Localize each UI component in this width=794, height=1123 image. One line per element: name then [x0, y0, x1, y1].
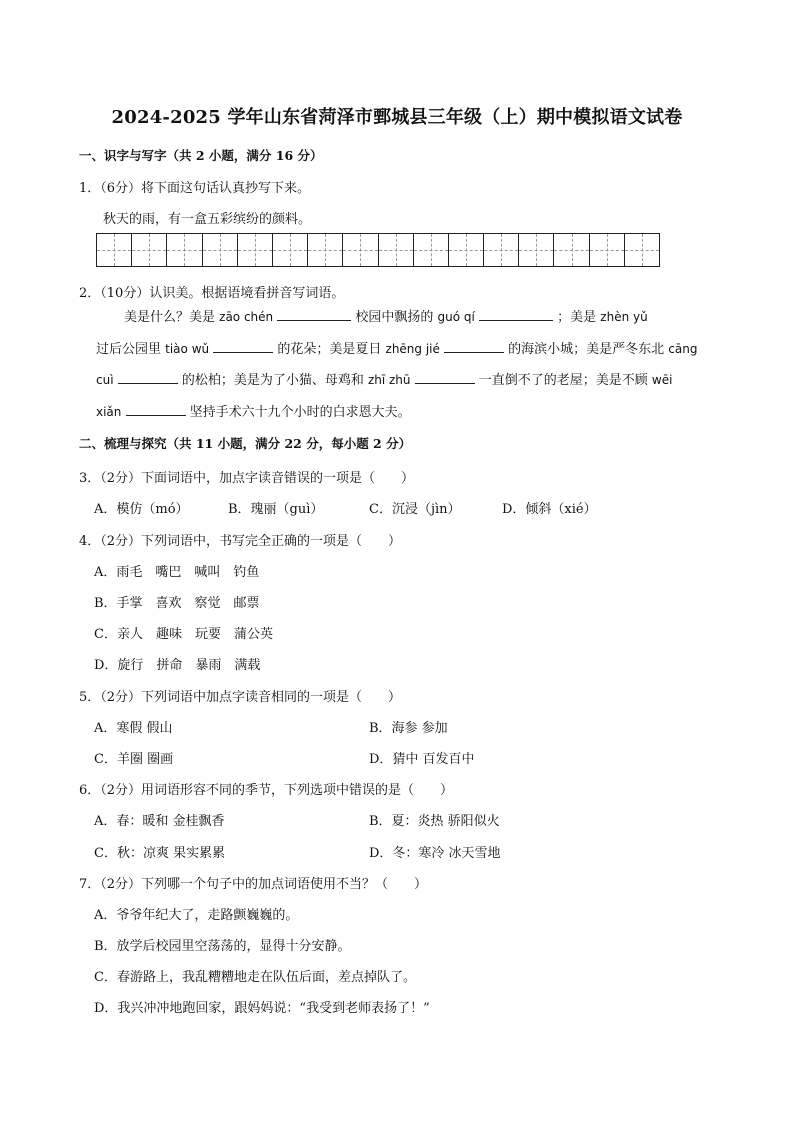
answer-blank[interactable]	[444, 338, 504, 353]
question-2: 2．（10分）认识美。根据语境看拼音写词语。	[79, 286, 345, 301]
passage-text: 的花朵；美是夏日	[273, 341, 386, 357]
pinyin-hint: xiǎn	[96, 404, 122, 419]
grid-cell[interactable]	[203, 234, 238, 266]
answer-blank[interactable]	[213, 338, 273, 353]
pinyin-hint: zhèn yǔ	[600, 310, 648, 324]
grid-cell[interactable]	[308, 234, 343, 266]
passage-text: 过后公园里	[96, 341, 166, 357]
option-a[interactable]: A．雨毛 嘴巴 喊叫 钓鱼	[94, 565, 260, 580]
answer-blank[interactable]	[118, 369, 178, 384]
pinyin-hint: zhī zhū	[367, 373, 411, 387]
grid-cell[interactable]	[343, 234, 378, 266]
answer-blank[interactable]	[415, 369, 475, 384]
pinyin-hint: tiào wǔ	[165, 341, 210, 356]
option-a[interactable]: A．爷爷年纪大了，走路颤巍巍的。	[94, 908, 299, 923]
option-c[interactable]: C．春游路上，我乱糟糟地走在队伍后面，差点掉队了。	[94, 970, 416, 985]
passage-text: 一直倒不了的老屋；美是不顾	[474, 373, 652, 388]
option-c[interactable]: C．秋：凉爽 果实累累	[94, 846, 226, 861]
answer-blank[interactable]	[277, 306, 351, 321]
pinyin-hint: zāo chén	[219, 310, 274, 324]
grid-cell[interactable]	[625, 234, 659, 266]
question-5: 5．（2分）下列词语中加点字读音相同的一项是（ ）	[79, 690, 402, 705]
question-1: 1．（6分）将下面这句话认真抄写下来。	[79, 181, 311, 196]
answer-blank[interactable]	[126, 401, 186, 416]
pinyin-hint: guó qí	[437, 310, 475, 324]
pinyin-hint: zhēng jié	[385, 341, 440, 356]
option-a[interactable]: A．模仿（mó）	[94, 502, 189, 517]
section-heading-2: 二、梳理与探究（共 11 小题，满分 22 分，每小题 2 分）	[79, 436, 412, 451]
option-d[interactable]: D．旋行 拼命 暴雨 满载	[94, 658, 261, 673]
passage-text: 的松柏；美是为了小猫、母鸡和	[177, 373, 368, 388]
grid-cell[interactable]	[554, 234, 589, 266]
question-2-passage	[96, 302, 720, 428]
section-heading-1: 一、识字与写字（共 2 小题，满分 16 分）	[79, 148, 323, 163]
question-3: 3．（2分）下面词语中，加点字读音错误的一项是（ ）	[79, 471, 415, 486]
option-b[interactable]: B．手掌 喜欢 察觉 邮票	[94, 596, 260, 611]
passage-text: 校园中飘扬的	[351, 310, 438, 325]
grid-cell[interactable]	[97, 234, 132, 266]
pinyin-hint: cāng	[668, 341, 698, 356]
option-b[interactable]: B．放学后校园里空荡荡的，显得十分安静。	[94, 939, 351, 954]
option-d[interactable]: D．冬：寒冷 冰天雪地	[369, 846, 501, 861]
grid-cell[interactable]	[449, 234, 484, 266]
grid-cell[interactable]	[238, 234, 273, 266]
grid-cell[interactable]	[590, 234, 625, 266]
option-b[interactable]: B．海参 参加	[369, 721, 448, 736]
option-b[interactable]: B．夏：炎热 骄阳似火	[369, 814, 500, 829]
question-6: 6．（2分）用词语形容不同的季节，下列选项中错误的是（ ）	[79, 783, 454, 798]
option-a[interactable]: A．春：暖和 金桂飘香	[94, 814, 225, 829]
question-4: 4．（2分）下列词语中，书写完全正确的一项是（ ）	[79, 534, 402, 549]
passage-text: 坚持手术六十九个小时的白求恩大夫。	[185, 404, 411, 420]
option-c[interactable]: C．亲人 趣味 玩要 蒲公英	[94, 627, 273, 642]
pinyin-hint: cuì	[96, 373, 114, 387]
option-d[interactable]: D．倾斜（xié）	[502, 502, 597, 517]
grid-cell[interactable]	[273, 234, 308, 266]
grid-cell[interactable]	[167, 234, 202, 266]
grid-cell[interactable]	[484, 234, 519, 266]
answer-blank[interactable]	[479, 306, 553, 321]
passage-text: 美是什么？美是	[124, 310, 220, 325]
grid-cell[interactable]	[379, 234, 414, 266]
writing-grid[interactable]	[96, 233, 660, 267]
option-a[interactable]: A．寒假 假山	[94, 721, 173, 736]
option-d[interactable]: D．猜中 百发百中	[369, 752, 475, 767]
grid-cell[interactable]	[414, 234, 449, 266]
grid-cell[interactable]	[132, 234, 167, 266]
passage-text: 的海滨小城；美是严冬东北	[504, 341, 669, 357]
grid-cell[interactable]	[519, 234, 554, 266]
option-c[interactable]: C．沉浸（jìn）	[369, 502, 461, 517]
page-title: 2024-2025 学年山东省菏泽市鄄城县三年级（上）期中模拟语文试卷	[111, 107, 683, 128]
question-7: 7．（2分）下列哪一个句子中的加点词语使用不当？（ ）	[79, 877, 428, 892]
copy-sentence: 秋天的雨，有一盒五彩缤纷的颜料。	[103, 212, 312, 227]
option-d[interactable]: D．我兴冲冲地跑回家，跟妈妈说：“我受到老师表扬了！”	[94, 1001, 430, 1016]
option-c[interactable]: C．羊圈 圈画	[94, 752, 174, 767]
pinyin-hint: wēi	[651, 373, 673, 387]
passage-text: ；美是	[553, 310, 601, 325]
option-b[interactable]: B．瑰丽（guì）	[228, 502, 324, 517]
